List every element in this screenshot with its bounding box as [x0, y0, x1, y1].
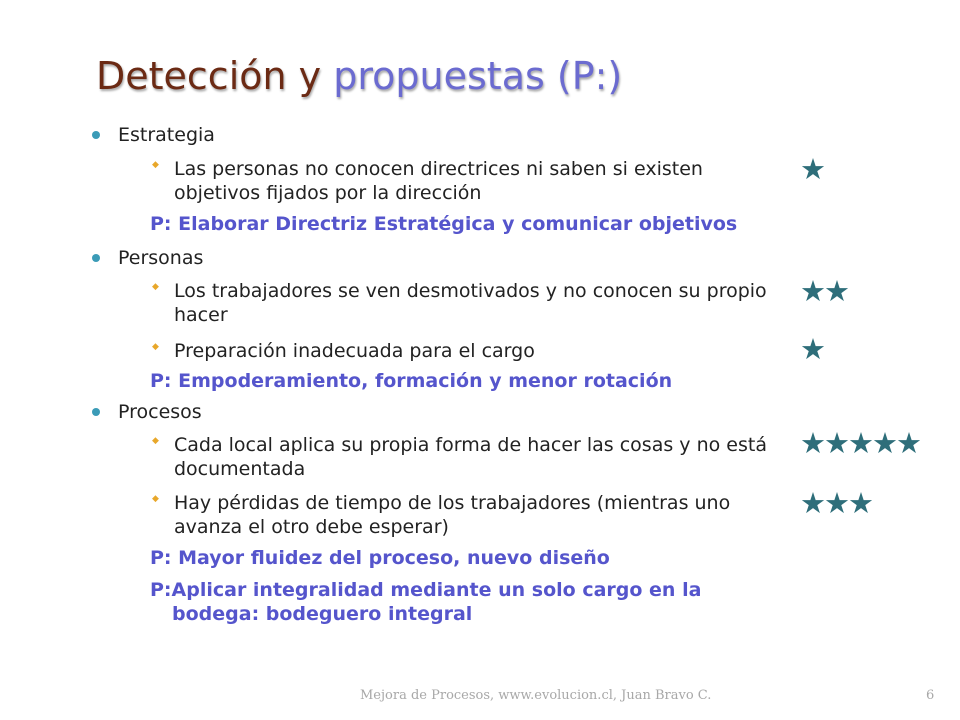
item-line: Las personas no conocen directrices ni saben si existen — [174, 158, 703, 180]
bullet-icon — [92, 131, 100, 139]
section-heading-estrategia: Estrategia — [118, 124, 215, 146]
item-line: Cada local aplica su propia forma de hacer las cosas y no está — [174, 434, 767, 456]
title-part-2: propuestas (P:) — [333, 54, 623, 98]
item-line: avanza el otro debe esperar) — [174, 516, 449, 538]
sub-bullet-icon: ◆ — [152, 436, 159, 446]
section-heading-personas: Personas — [118, 247, 204, 269]
sub-bullet-icon: ◆ — [152, 282, 159, 292]
proposal-line: P: Empoderamiento, formación y menor rotación — [150, 370, 673, 392]
page-number: 6 — [926, 688, 935, 703]
item-line: documentada — [174, 458, 306, 480]
star-rating: ★★★★★ — [800, 426, 920, 460]
item-text — [174, 339, 535, 363]
section-heading-procesos: Procesos — [118, 401, 202, 423]
bullet-icon — [92, 408, 100, 416]
slide-footer: Mejora de Procesos, www.evolucion.cl, Juan Bravo C. — [360, 688, 712, 703]
title-part-1: Detección y — [96, 54, 322, 98]
item-line: Hay pérdidas de tiempo de los trabajadores (mientras uno — [174, 492, 731, 514]
proposal-line: P: Elaborar Directriz Estratégica y comunicar objetivos — [150, 213, 738, 235]
proposal-line: P: Mayor fluidez del proceso, nuevo diseño — [150, 547, 610, 569]
star-rating: ★★ — [800, 274, 848, 308]
slide-title — [96, 52, 622, 100]
item-text — [174, 279, 767, 327]
sub-bullet-icon: ◆ — [152, 160, 159, 170]
star-rating: ★ — [800, 152, 824, 186]
item-text — [174, 157, 703, 205]
item-line: Los trabajadores se ven desmotivados y no conocen su propio — [174, 280, 767, 302]
proposal-text — [150, 546, 610, 570]
item-text — [174, 433, 767, 481]
bullet-icon — [92, 254, 100, 262]
star-rating: ★★★ — [800, 486, 872, 520]
item-line: Preparación inadecuada para el cargo — [174, 340, 535, 362]
proposal-text — [150, 212, 737, 236]
star-rating: ★ — [800, 332, 824, 366]
item-text — [174, 491, 730, 539]
proposal-text — [150, 578, 701, 626]
item-line: hacer — [174, 304, 228, 326]
sub-bullet-icon: ◆ — [152, 494, 159, 504]
proposal-line: P:Aplicar integralidad mediante un solo cargo en la — [150, 579, 702, 601]
proposal-text — [150, 369, 672, 393]
proposal-line: bodega: bodeguero integral — [172, 603, 473, 625]
item-line: objetivos fijados por la dirección — [174, 182, 482, 204]
sub-bullet-icon: ◆ — [152, 342, 159, 352]
